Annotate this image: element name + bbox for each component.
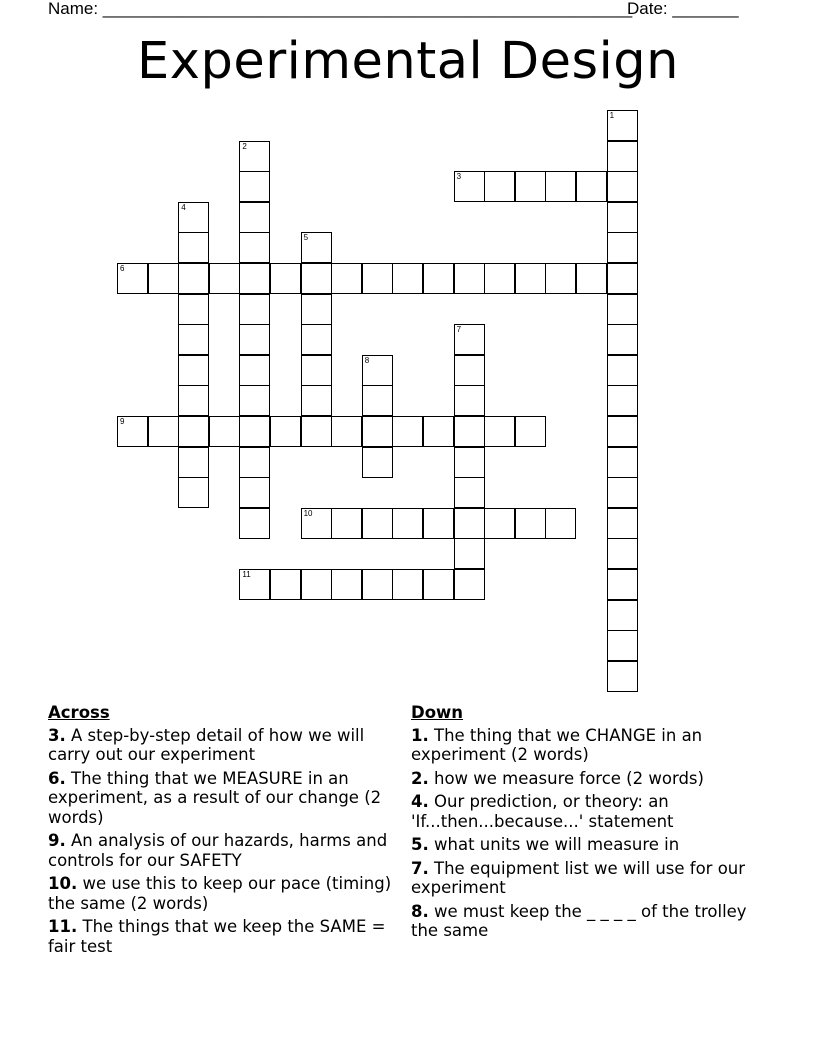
cell-number: 3 [456, 172, 462, 182]
grid-cell[interactable] [454, 324, 485, 355]
grid-cell[interactable] [178, 294, 209, 325]
grid-cell[interactable] [484, 171, 515, 202]
grid-cell[interactable] [239, 447, 270, 478]
grid-cell[interactable] [392, 569, 423, 600]
cell-number: 2 [242, 141, 247, 151]
grid-cell[interactable] [515, 263, 546, 294]
clue-down-2 [411, 769, 761, 789]
grid-cell[interactable] [454, 477, 485, 508]
grid-cell[interactable] [239, 477, 270, 508]
grid-cell[interactable] [515, 171, 546, 202]
grid-cell[interactable] [607, 232, 638, 263]
grid-cell[interactable] [545, 263, 576, 294]
grid-cell[interactable] [423, 263, 454, 294]
grid-cell[interactable] [301, 416, 332, 447]
grid-cell[interactable] [178, 477, 209, 508]
grid-cell[interactable] [607, 141, 638, 172]
grid-cell[interactable] [423, 508, 454, 539]
grid-cell[interactable] [362, 569, 393, 600]
grid-cell[interactable] [392, 416, 423, 447]
grid-cell[interactable] [545, 171, 576, 202]
grid-cell[interactable] [484, 508, 515, 539]
grid-cell[interactable] [209, 263, 240, 294]
grid-cell[interactable] [239, 385, 270, 416]
grid-cell[interactable] [454, 171, 485, 202]
grid-cell[interactable] [301, 263, 332, 294]
grid-cell[interactable] [423, 569, 454, 600]
grid-cell[interactable] [454, 508, 485, 539]
clue-text: The equipment list we will use for our experiment [411, 858, 746, 897]
grid-cell[interactable] [331, 416, 362, 447]
clue-text: The thing that we CHANGE in an experiment (2 words) [411, 725, 703, 764]
clue-down-5 [411, 835, 761, 855]
grid-cell[interactable] [239, 171, 270, 202]
grid-cell[interactable] [607, 447, 638, 478]
grid-cell[interactable] [331, 263, 362, 294]
clue-number: 4. [411, 792, 429, 811]
grid-cell[interactable] [484, 263, 515, 294]
clue-text: Our prediction, or theory: an 'If...then...because...' statement [411, 792, 674, 831]
cell-number: 4 [181, 202, 186, 212]
grid-cell[interactable] [607, 538, 638, 569]
grid-cell[interactable] [607, 355, 638, 386]
grid-cell[interactable] [454, 569, 485, 600]
clue-number: 9. [48, 831, 66, 850]
grid-cell[interactable] [178, 385, 209, 416]
grid-cell[interactable] [607, 324, 638, 355]
clue-number: 8. [411, 901, 429, 921]
grid-cell[interactable] [607, 171, 638, 202]
grid-cell[interactable] [239, 294, 270, 325]
grid-cell[interactable] [148, 416, 179, 447]
clue-text: A step-by-step detail of how we will carry out our experiment [48, 725, 365, 764]
grid-cell[interactable] [239, 508, 270, 539]
grid-cell[interactable] [239, 355, 270, 386]
across-heading: Across [48, 703, 110, 722]
grid-cell[interactable] [423, 416, 454, 447]
grid-cell[interactable] [331, 569, 362, 600]
grid-cell[interactable] [148, 263, 179, 294]
grid-cell[interactable] [362, 416, 393, 447]
clue-across-3 [48, 726, 398, 765]
clue-text: The thing that we MEASURE in an experiment, as a result of our change (2 words) [48, 768, 382, 827]
cell-number: 10 [303, 508, 313, 518]
name-field[interactable]: Name: ________________________________________________________ [48, 0, 633, 18]
down-clues [411, 703, 761, 945]
grid-cell[interactable] [178, 447, 209, 478]
grid-cell[interactable] [607, 416, 638, 447]
cell-number: 1 [609, 111, 615, 120]
grid-cell[interactable] [178, 355, 209, 386]
grid-cell[interactable] [454, 355, 485, 386]
grid-cell[interactable] [239, 202, 270, 233]
grid-cell[interactable] [576, 171, 607, 202]
clue-number: 5. [411, 835, 429, 854]
grid-cell[interactable] [270, 263, 301, 294]
grid-cell[interactable] [178, 232, 209, 263]
grid-cell[interactable] [178, 416, 209, 447]
grid-cell[interactable] [301, 385, 332, 416]
grid-cell[interactable] [576, 263, 607, 294]
grid-cell[interactable] [392, 508, 423, 539]
grid-cell[interactable] [117, 263, 148, 294]
clue-text: An analysis of our hazards, harms and controls for our SAFETY [48, 831, 388, 870]
clue-number: 1. [411, 725, 429, 745]
grid-cell[interactable] [454, 538, 485, 569]
clue-down-7 [411, 859, 761, 898]
grid-cell[interactable] [454, 447, 485, 478]
grid-cell[interactable] [301, 355, 332, 386]
grid-cell[interactable] [362, 447, 393, 478]
grid-cell[interactable] [454, 385, 485, 416]
page-title: Experimental Design [137, 32, 679, 91]
grid-cell[interactable] [239, 263, 270, 294]
grid-cell[interactable] [239, 141, 270, 172]
grid-cell[interactable] [117, 416, 148, 447]
clue-number: 6. [48, 768, 66, 788]
clue-text: we must keep the _ _ _ _ of the trolley the same [411, 901, 747, 940]
grid-cell[interactable] [362, 355, 393, 386]
grid-cell[interactable] [515, 416, 546, 447]
grid-cell[interactable] [239, 232, 270, 263]
grid-cell[interactable] [178, 324, 209, 355]
clue-number: 3. [48, 725, 66, 745]
grid-cell[interactable] [209, 416, 240, 447]
grid-cell[interactable] [607, 263, 638, 294]
cell-number: 8 [364, 355, 370, 365]
grid-cell[interactable] [301, 569, 332, 600]
grid-cell[interactable] [178, 202, 209, 233]
grid-cell[interactable] [239, 416, 270, 447]
clue-across-6 [48, 769, 398, 828]
clue-number: 11. [48, 917, 78, 936]
grid-cell[interactable] [607, 508, 638, 539]
cell-number: 6 [120, 264, 125, 273]
grid-cell[interactable] [607, 477, 638, 508]
grid-cell[interactable] [301, 324, 332, 355]
grid-cell[interactable] [301, 508, 332, 539]
grid-cell[interactable] [484, 416, 515, 447]
grid-cell[interactable] [392, 263, 423, 294]
grid-cell[interactable] [454, 263, 485, 294]
clue-number: 10. [48, 874, 78, 893]
clue-text: what units we will measure in [434, 835, 680, 854]
grid-cell[interactable] [301, 294, 332, 325]
grid-cell[interactable] [454, 416, 485, 447]
clue-across-10 [48, 874, 398, 913]
date-field[interactable]: Date: _______ [627, 0, 739, 18]
grid-cell[interactable] [239, 569, 270, 600]
clue-down-1 [411, 726, 761, 765]
clue-number: 2. [411, 768, 429, 788]
grid-cell[interactable] [239, 324, 270, 355]
cell-number: 11 [242, 570, 251, 579]
clue-text: how we measure force (2 words) [434, 768, 704, 788]
grid-cell[interactable] [362, 508, 393, 539]
grid-cell[interactable] [607, 294, 638, 325]
grid-cell[interactable] [607, 630, 638, 661]
grid-cell[interactable] [607, 110, 638, 141]
cell-number: 5 [303, 233, 309, 243]
clue-across-11 [48, 917, 398, 956]
grid-cell[interactable] [270, 416, 301, 447]
grid-cell[interactable] [607, 600, 638, 631]
clue-down-4 [411, 792, 761, 831]
grid-cell[interactable] [607, 202, 638, 233]
down-heading: Down [411, 703, 464, 722]
clue-across-9 [48, 831, 398, 870]
grid-cell[interactable] [607, 385, 638, 416]
clue-down-8 [411, 902, 761, 941]
grid-cell[interactable] [178, 263, 209, 294]
grid-cell[interactable] [270, 569, 301, 600]
grid-cell[interactable] [362, 385, 393, 416]
grid-cell[interactable] [301, 232, 332, 263]
clue-text: we use this to keep our pace (timing) the same (2 words) [48, 874, 392, 913]
clue-number: 7. [411, 858, 429, 878]
across-clues [48, 703, 398, 960]
clue-text: The things that we keep the SAME = fair test [48, 917, 386, 956]
cell-number: 9 [120, 417, 125, 426]
grid-cell[interactable] [545, 508, 576, 539]
cell-number: 7 [456, 325, 462, 335]
grid-cell[interactable] [607, 569, 638, 600]
grid-cell[interactable] [362, 263, 393, 294]
grid-cell[interactable] [607, 661, 638, 692]
grid-cell[interactable] [331, 508, 362, 539]
grid-cell[interactable] [515, 508, 546, 539]
